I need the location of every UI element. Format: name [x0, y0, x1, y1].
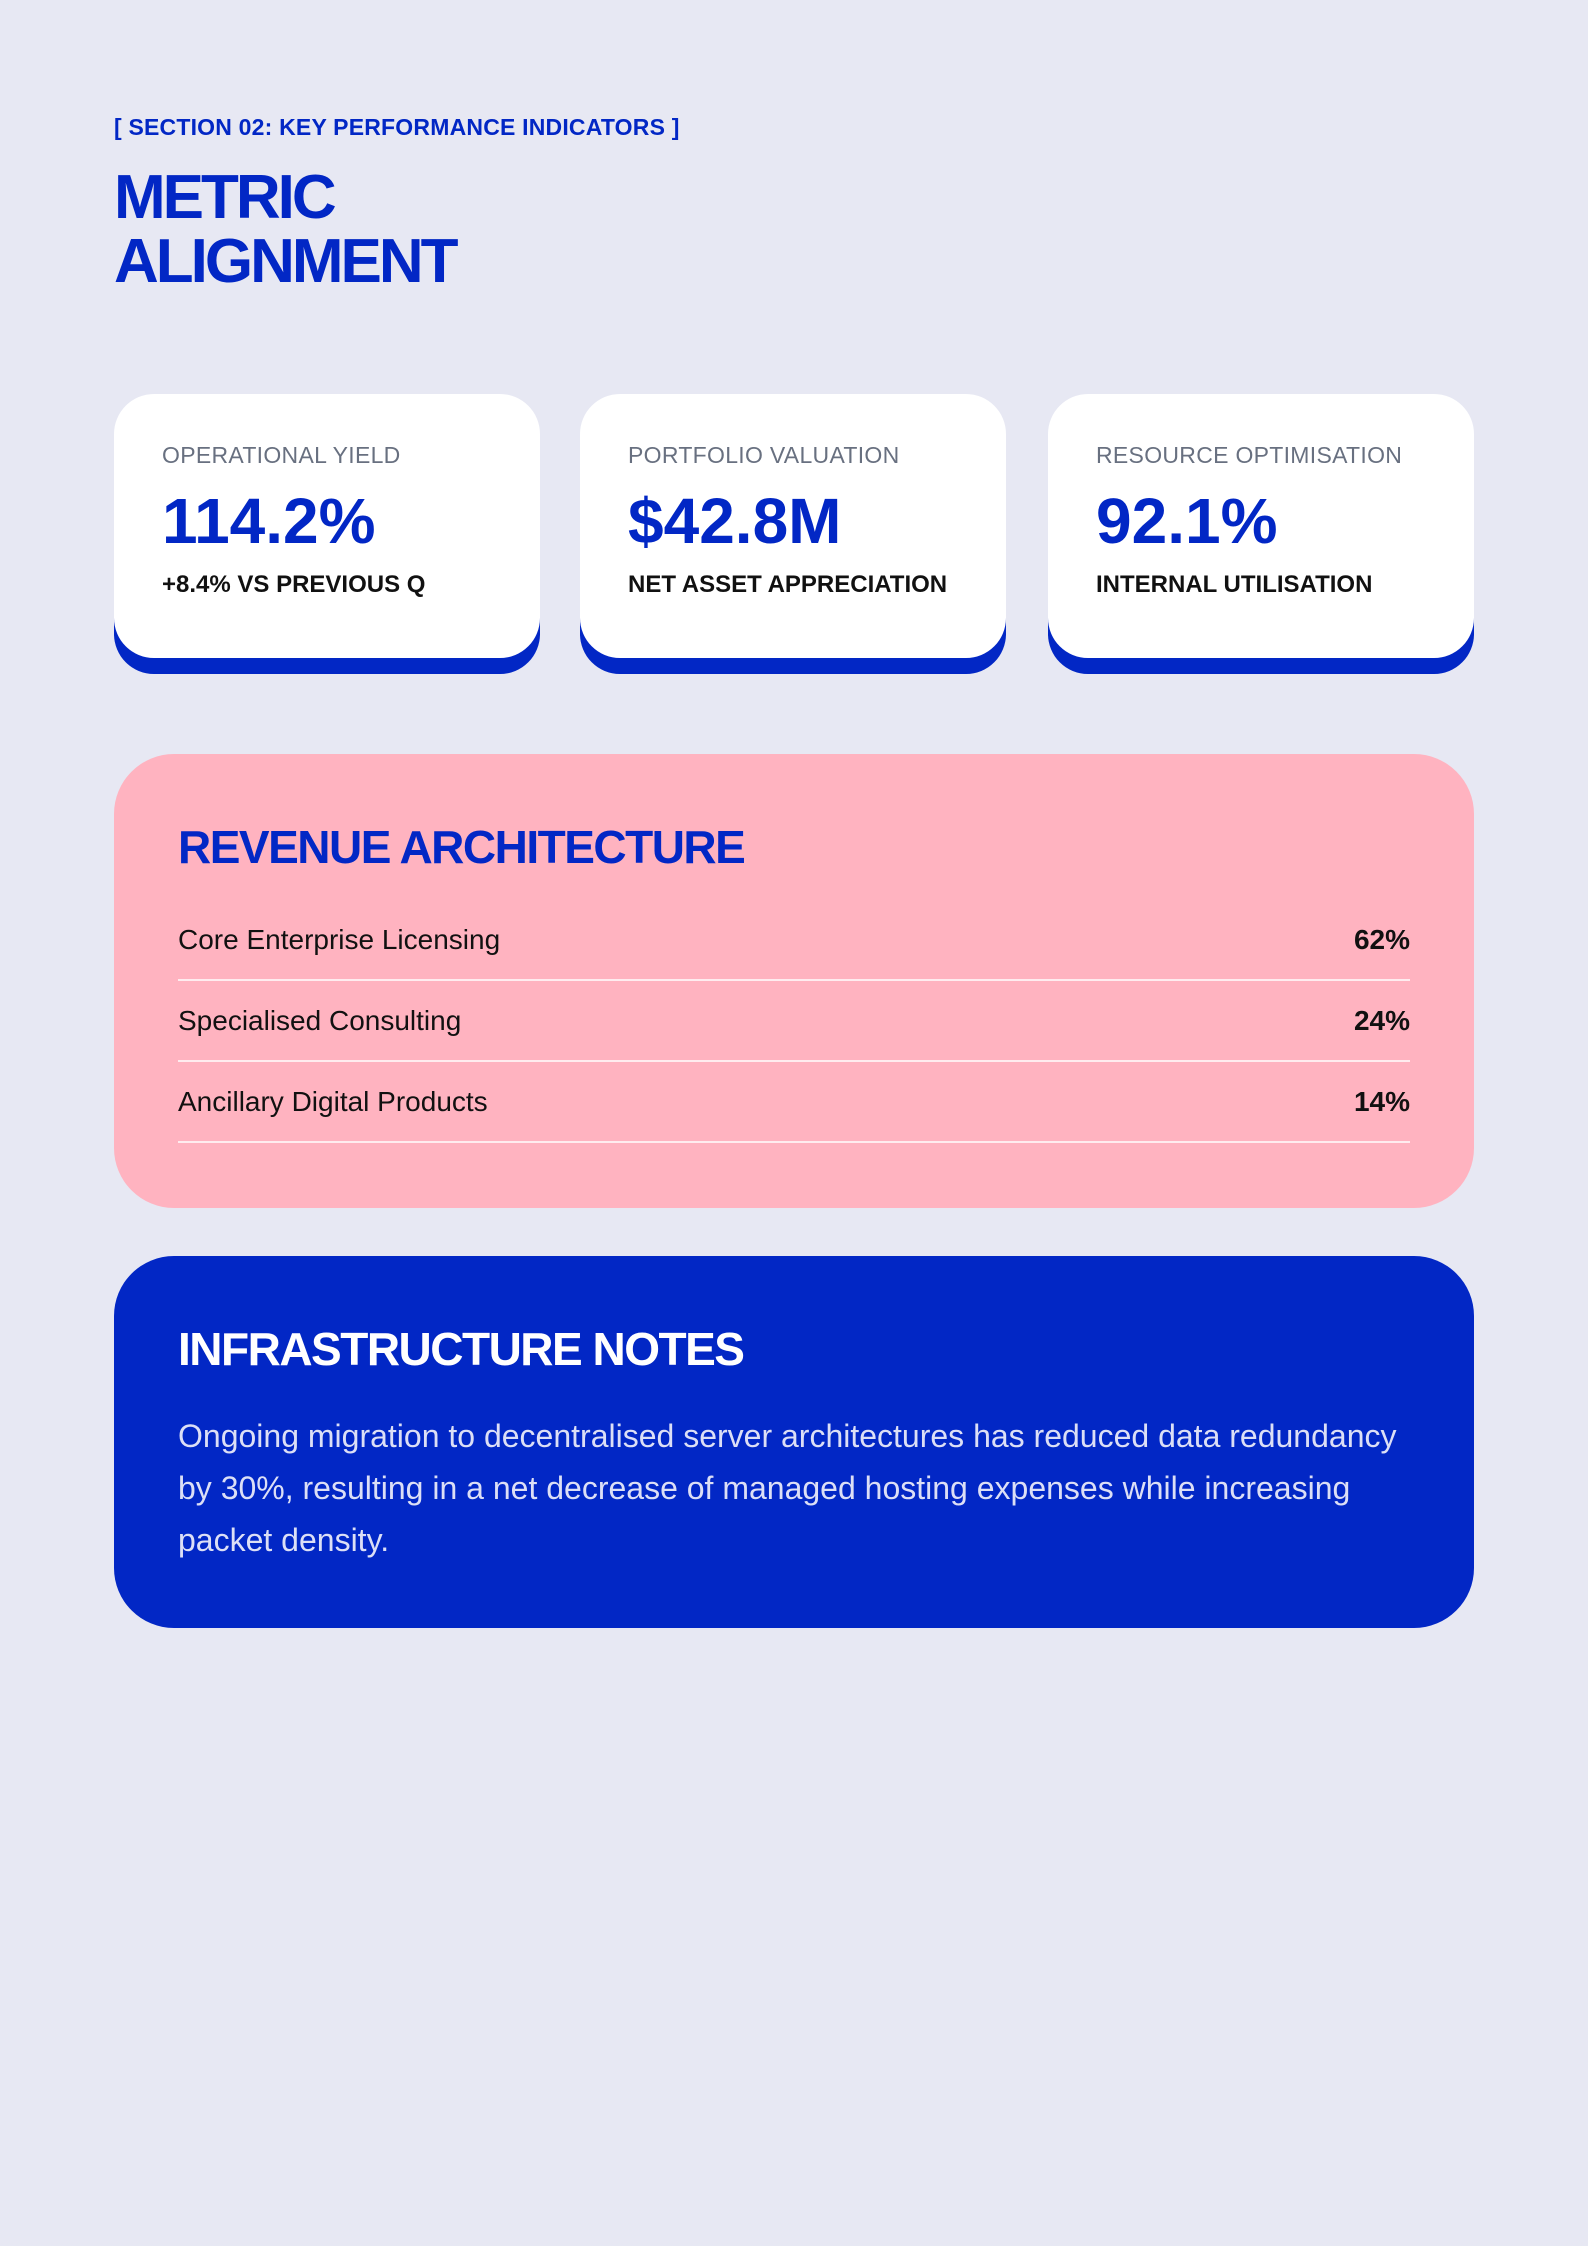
- kpi-card-row: [114, 394, 1474, 674]
- kpi-value: 92.1%: [1096, 485, 1278, 557]
- kpi-value: 114.2%: [162, 485, 376, 557]
- kpi-label: OPERATIONAL YIELD: [162, 442, 401, 468]
- revenue-row-label: Core Enterprise Licensing: [178, 923, 501, 955]
- kpi-value: $42.8M: [628, 485, 842, 557]
- kpi-label: PORTFOLIO VALUATION: [628, 442, 900, 468]
- revenue-list: [178, 900, 1410, 1143]
- notes-body-text: Ongoing migration to decentralised server architectures has reduced data redundancy by 30%, resulting in a net decrease of managed hosting expenses while increasing packet density.: [178, 1418, 1397, 1558]
- page-title-line-2: ALIGNMENT: [114, 227, 456, 296]
- page-title: [114, 163, 814, 296]
- kpi-label: RESOURCE OPTIMISATION: [1096, 442, 1403, 468]
- infrastructure-notes-panel: [114, 1256, 1474, 1628]
- notes-panel-title: INFRASTRUCTURE NOTES: [178, 1323, 744, 1375]
- section-tag: [ SECTION 02: KEY PERFORMANCE INDICATORS ]: [114, 114, 680, 140]
- kpi-subtext: NET ASSET APPRECIATION: [628, 571, 948, 598]
- revenue-row-value: 24%: [1353, 1004, 1410, 1036]
- kpi-card-resource-optimisation: [1048, 394, 1474, 658]
- revenue-architecture-panel: [114, 754, 1474, 1208]
- revenue-row-value: 62%: [1353, 923, 1410, 955]
- kpi-card-portfolio-valuation: [580, 394, 1006, 658]
- kpi-subtext: INTERNAL UTILISATION: [1096, 571, 1373, 598]
- page-title-line-1: METRIC: [114, 163, 334, 232]
- revenue-row-label: Ancillary Digital Products: [178, 1085, 488, 1117]
- kpi-card-operational-yield: [114, 394, 540, 658]
- revenue-row: [178, 981, 1410, 1062]
- revenue-row-label: Specialised Consulting: [178, 1004, 462, 1036]
- revenue-row: [178, 900, 1410, 981]
- revenue-panel-title: REVENUE ARCHITECTURE: [178, 821, 745, 873]
- revenue-row-value: 14%: [1353, 1085, 1410, 1117]
- kpi-subtext: +8.4% VS PREVIOUS Q: [162, 571, 426, 598]
- revenue-row: [178, 1062, 1410, 1143]
